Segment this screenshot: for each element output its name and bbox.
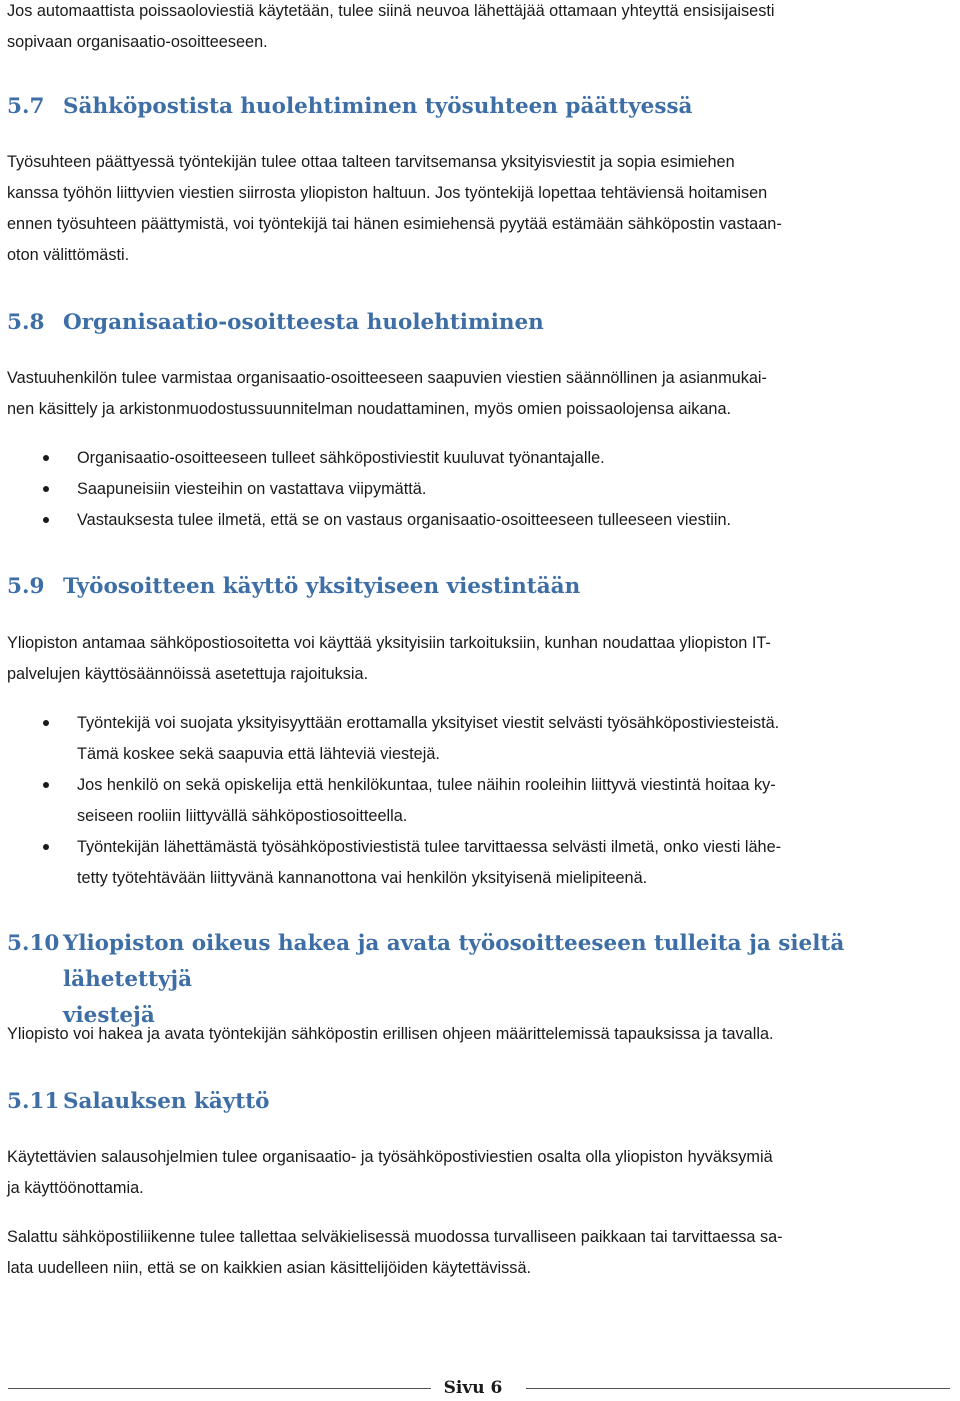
section-5-9-heading (7, 569, 953, 605)
section-5-7-heading (7, 89, 953, 125)
bullet-item: Vastauksesta tulee ilmetä, että se on vastaus organisaatio-osoitteeseen tulleeseen viestiin. (7, 505, 953, 536)
section-title: Salauksen käyttö (63, 1089, 270, 1114)
section-number: 5.7 (7, 94, 45, 119)
bullet-line: Työntekijä voi suojata yksityisyyttään erottamalla yksityiset viestit selvästi työsähköpostiviesteistä. (77, 714, 780, 732)
page-number: Sivu 6 (443, 1378, 503, 1398)
bullet-line: Jos henkilö on sekä opiskelija että henkilökuntaa, tulee näihin rooleihin liittyvä viestintä hoitaa ky- (77, 776, 776, 794)
text-line: Jos automaattista poissaoloviestiä käytetään, tulee siinä neuvoa lähettäjää ottamaan yhteyttä ensisijaisesti (7, 2, 775, 20)
bullet-item: Organisaatio-osoitteeseen tulleet sähköpostiviestit kuuluvat työnantajalle. (7, 443, 953, 474)
section-title-line: viestejä (63, 1003, 155, 1028)
section-title: Sähköpostista huolehtiminen työsuhteen päättyessä (63, 94, 693, 119)
intro-paragraph (7, 0, 953, 58)
section-number: 5.8 (7, 310, 45, 335)
text-line: Yliopisto voi hakea ja avata työntekijän sähköpostin erillisen ohjeen määrittelemissä tapauksissa ja tavalla. (7, 1025, 774, 1043)
bullet-line: Tämä koskee sekä saapuvia että lähteviä viestejä. (77, 745, 440, 763)
bullet-item (7, 770, 953, 832)
section-5-11-paragraph-2 (7, 1222, 953, 1284)
bullet-item (7, 708, 953, 770)
section-5-8-bullet-list (7, 443, 953, 536)
section-number: 5.9 (7, 574, 45, 599)
section-5-9-paragraph (7, 628, 953, 690)
section-title: Työosoitteen käyttö yksityiseen viestintään (63, 574, 581, 599)
section-title: Organisaatio-osoitteesta huolehtiminen (63, 310, 544, 335)
section-number: 5.11 (7, 1089, 60, 1114)
section-5-9-bullet-list (7, 708, 953, 894)
text-line: Yliopiston antamaa sähköpostiosoitetta voi käyttää yksityisiin tarkoituksiin, kunhan noudattaa yliopiston IT- (7, 634, 771, 652)
section-5-10-paragraph (7, 1019, 953, 1050)
text-line: oton välittömästi. (7, 246, 130, 264)
page-footer (0, 1376, 960, 1401)
text-line: kanssa työhön liittyvien viestien siirrosta yliopiston haltuun. Jos työntekijä lopettaa tehtäviensä hoitamisen (7, 184, 768, 202)
text-line: Käytettävien salausohjelmien tulee organisaatio- ja työsähköpostiviestien osalta olla yliopiston hyväksymiä (7, 1148, 773, 1166)
text-line: Työsuhteen päättyessä työntekijän tulee ottaa talteen tarvitsemansa yksityisviestit ja sopia esimiehen (7, 153, 735, 171)
bullet-item: Saapuneisiin viesteihin on vastattava viipymättä. (7, 474, 953, 505)
bullet-item (7, 832, 953, 894)
section-5-11-heading (7, 1084, 953, 1120)
text-line: palvelujen käyttösäännöissä asetettuja rajoituksia. (7, 665, 369, 683)
section-5-8-paragraph (7, 363, 953, 425)
section-5-11-paragraph-1 (7, 1142, 953, 1204)
section-title-line: Yliopiston oikeus hakea ja avata työosoitteeseen tulleita ja sieltä lähetettyjä (63, 931, 845, 992)
text-line: ennen työsuhteen päättymistä, voi työntekijä tai hänen esimiehensä pyytää estämään sähköpostin vastaan- (7, 215, 782, 233)
section-5-8-heading (7, 305, 953, 341)
text-line: sopivaan organisaatio-osoitteeseen. (7, 33, 268, 51)
text-line: lata uudelleen niin, että se on kaikkien asian käsittelijöiden käytettävissä. (7, 1259, 532, 1277)
bullet-line: tetty työtehtävään liittyvänä kannanottona vai henkilön yksityisenä mielipiteenä. (77, 869, 648, 887)
text-line: Salattu sähköpostiliikenne tulee tallettaa selväkielisessä muodossa turvalliseen paikkaan tai tarvittaessa sa- (7, 1228, 783, 1246)
text-line: Vastuuhenkilön tulee varmistaa organisaatio-osoitteeseen saapuvien viestien säännöllinen ja asianmukai- (7, 369, 767, 387)
section-number: 5.10 (7, 931, 60, 956)
section-5-7-paragraph (7, 147, 953, 271)
text-line: nen käsittely ja arkistonmuodostussuunnitelman noudattaminen, myös omien poissaolojensa aikana. (7, 400, 732, 418)
text-line: ja käyttöönottamia. (7, 1179, 144, 1197)
bullet-line: seiseen rooliin liittyvällä sähköpostiosoitteella. (77, 807, 408, 825)
section-5-10-heading (7, 926, 953, 1034)
bullet-line: Työntekijän lähettämästä työsähköpostiviestistä tulee tarvittaessa selvästi ilmetä, onko viesti lähe- (77, 838, 782, 856)
